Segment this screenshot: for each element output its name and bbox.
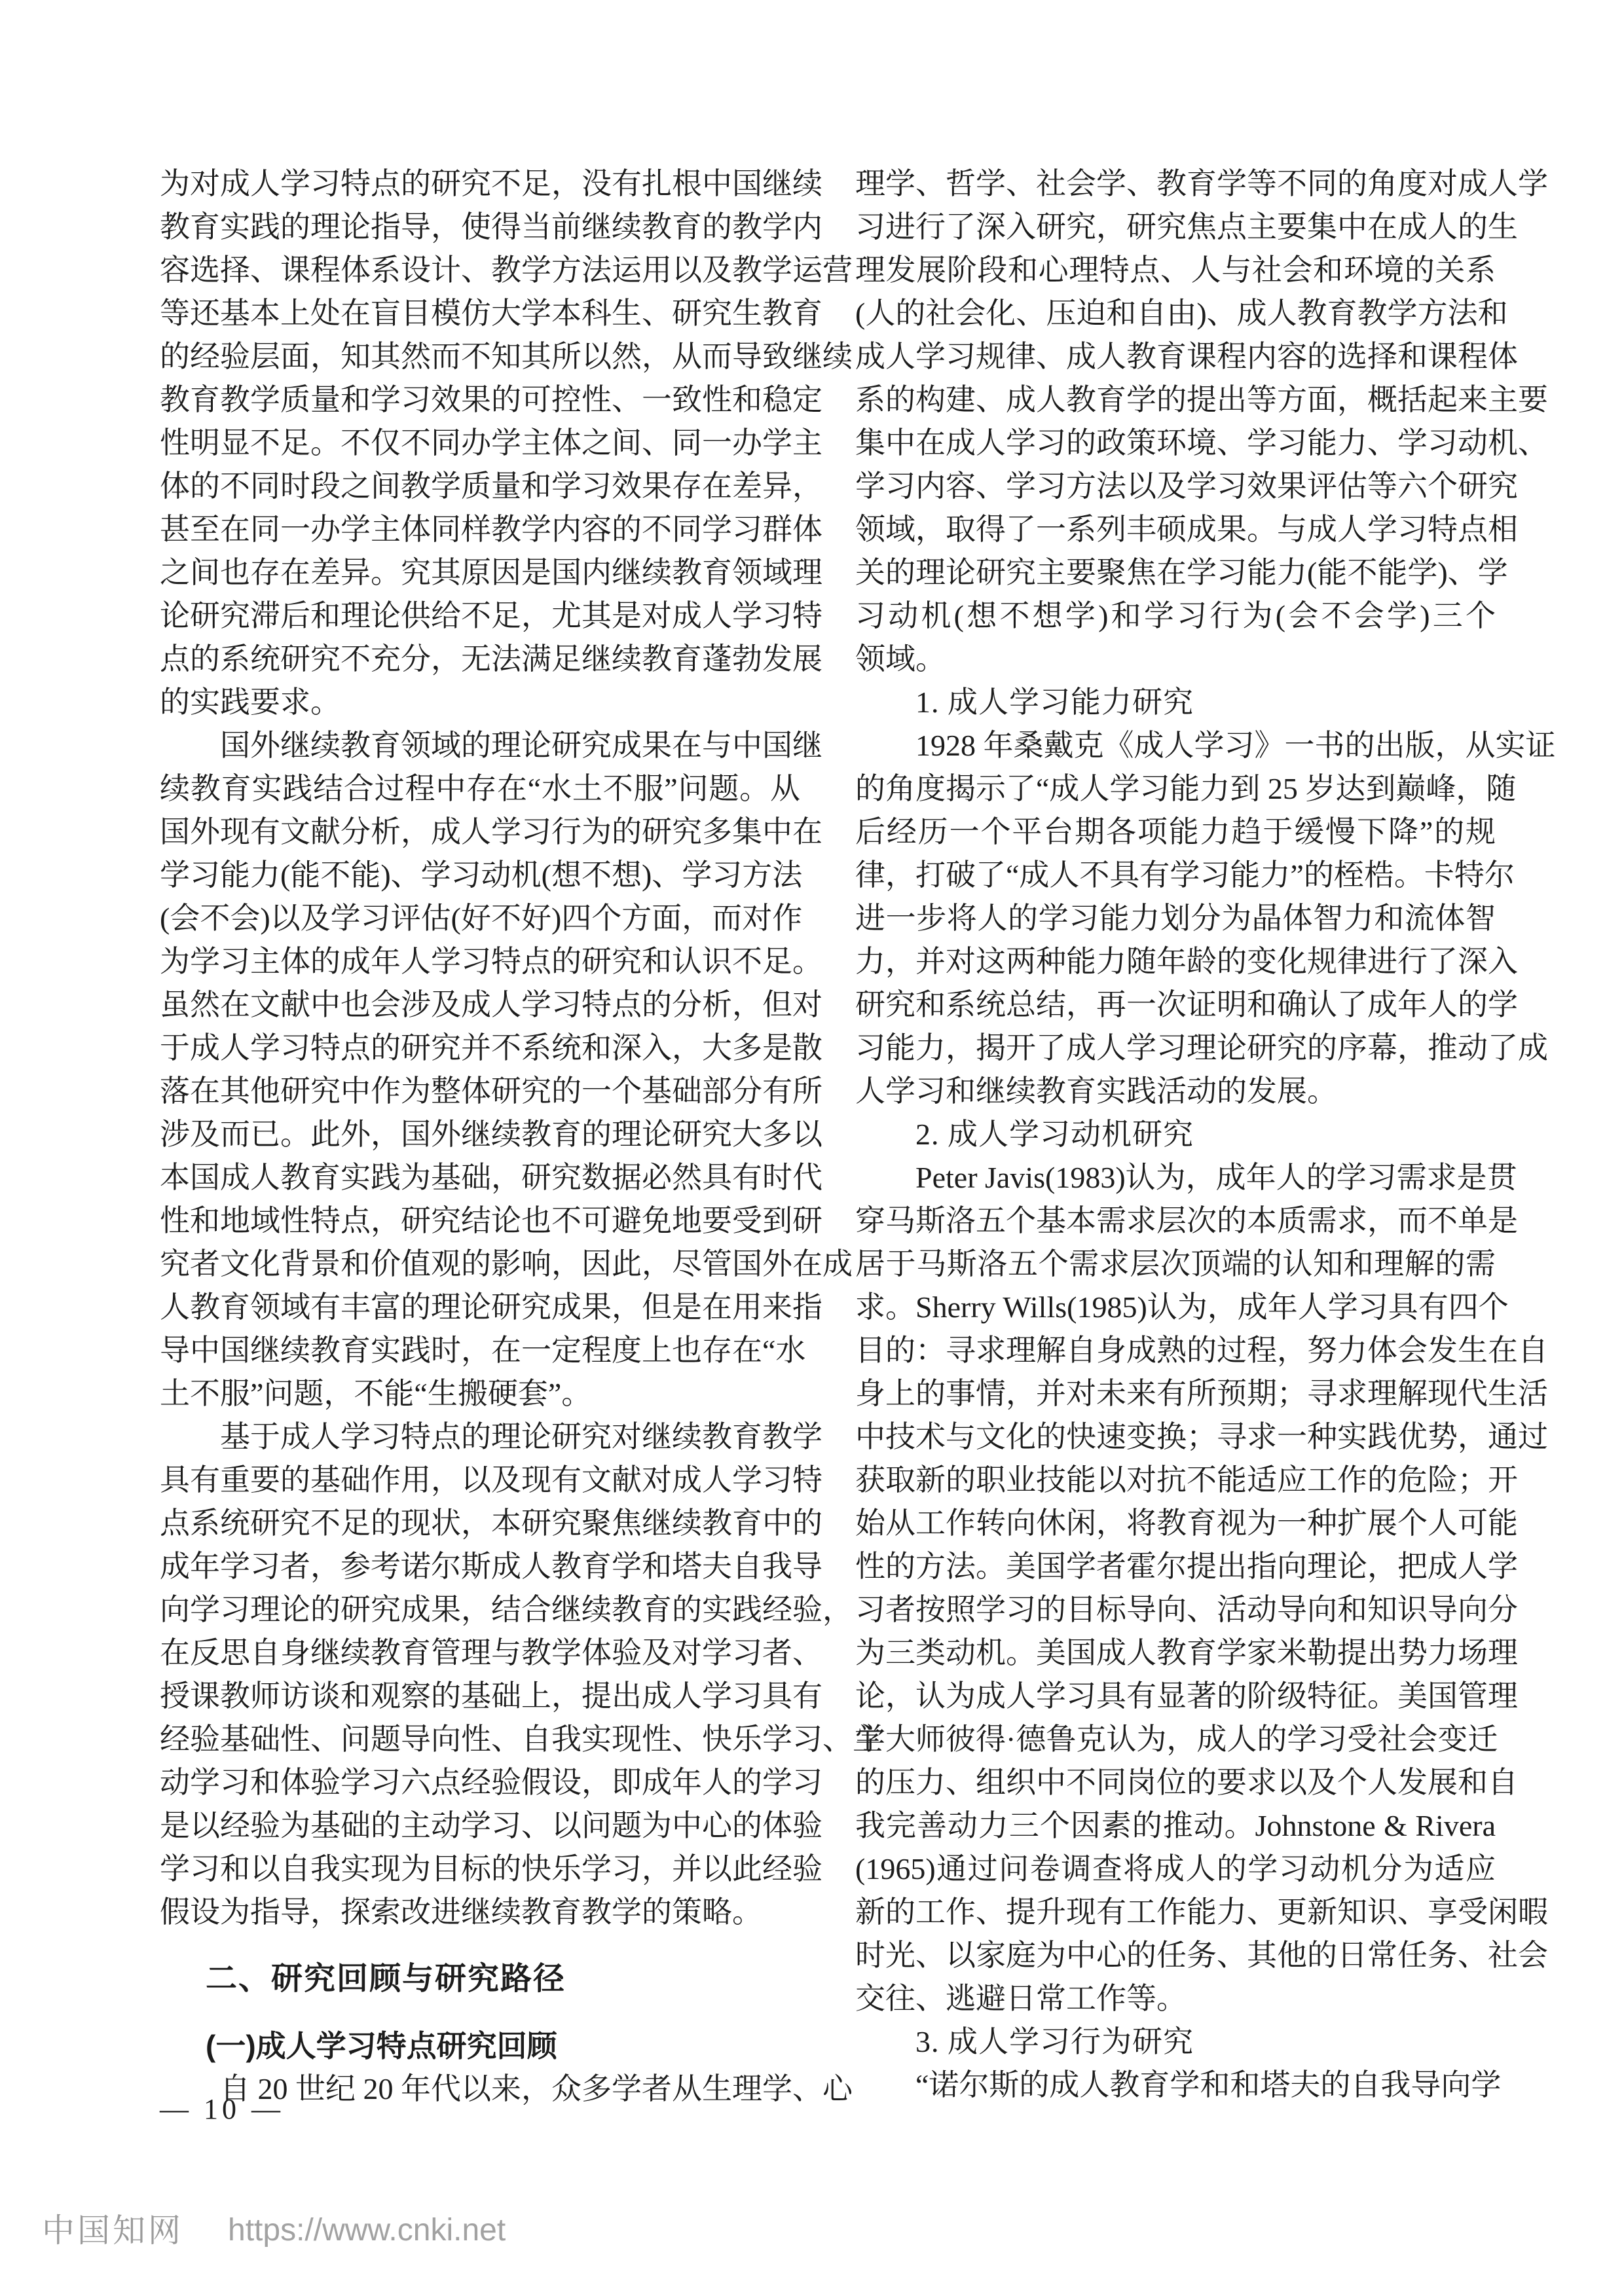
text-line: 土不服”问题，不能“生搬硬套”。 — [160, 1377, 592, 1410]
text-line: 动学习和体验学习六点经验假设，即成年人的学习 — [160, 1766, 822, 1799]
text-line: 向学习理论的研究成果，结合继续教育的实践经验， — [160, 1593, 853, 1626]
footer-watermark — [0, 2208, 1624, 2253]
text-line: 为三类动机。美国成人教育学家米勒提出势力场理 — [855, 1636, 1518, 1669]
right-column — [855, 162, 1556, 2107]
paragraph — [160, 162, 853, 724]
text-line: 的压力、组织中不同岗位的要求以及个人发展和自 — [855, 1766, 1518, 1799]
text-line: 国外继续教育领域的理论研究成果在与中国继 — [220, 729, 822, 762]
cnki-url-watermark: https://www.cnki.net — [228, 2213, 506, 2248]
paragraph — [855, 2064, 1502, 2107]
text-line: 之间也存在差异。究其原因是国内继续教育领域理 — [160, 556, 822, 589]
text-line: 身上的事情，并对未来有所预期；寻求理解现代生活 — [855, 1377, 1548, 1410]
text-line: 论，认为成人学习具有显著的阶级特征。美国管理 — [855, 1679, 1518, 1713]
text-line: 授课教师访谈和观察的基础上，提出成人学习具有 — [160, 1679, 822, 1713]
text-line: 究者文化背景和价值观的影响，因此，尽管国外在成 — [160, 1247, 853, 1281]
text-line: 人教育领域有丰富的理论研究成果，但是在用来指 — [160, 1290, 822, 1324]
text-line: 目的：寻求理解自身成熟的过程，努力体会发生在自 — [855, 1334, 1548, 1367]
text-line: Peter Javis(1983)认为，成年人的学习需求是贯 — [915, 1161, 1517, 1194]
text-line: 性的方法。美国学者霍尔提出指向理论，把成人学 — [855, 1550, 1518, 1583]
text-line: 导中国继续教育实践时，在一定程度上也存在“水 — [160, 1334, 806, 1367]
text-line: 在反思自身继续教育管理与教学体验及对学习者、 — [160, 1636, 822, 1669]
text-line: 自 20 世纪 20 年代以来，众多学者从生理学、心 — [220, 2072, 853, 2105]
text-line: 点的系统研究不充分，无法满足继续教育蓬勃发展 — [160, 642, 822, 676]
text-line: 中技术与文化的快速变换；寻求一种实践优势，通过 — [855, 1420, 1548, 1453]
text-line: 领域。 — [855, 642, 946, 676]
text-line: 点系统研究不足的现状，本研究聚焦继续教育中的 — [160, 1506, 822, 1540]
paragraph — [855, 1156, 1548, 2020]
text-line: 学大师彼得·德鲁克认为，成人的学习受社会变迁 — [855, 1722, 1498, 1756]
text-line: 求。Sherry Wills(1985)认为，成年人学习具有四个 — [855, 1290, 1509, 1324]
text-line: 学习能力(能不能)、学习动机(想不想)、学习方法 — [160, 858, 803, 892]
subsection-heading: (一)成人学习特点研究回顾 — [206, 2029, 557, 2063]
text-line: 集中在成人学习的政策环境、学习能力、学习动机、 — [855, 426, 1548, 460]
text-line: 交往、逃避日常工作等。 — [855, 1982, 1187, 2015]
text-line: 具有重要的基础作用，以及现有文献对成人学习特 — [160, 1463, 822, 1497]
text-line: 系的构建、成人教育学的提出等方面，概括起来主要 — [855, 383, 1548, 416]
page-number: — 10 — — [160, 2093, 284, 2125]
text-line: 教育教学质量和学习效果的可控性、一致性和稳定 — [160, 383, 822, 416]
text-line: 时光、以家庭为中心的任务、其他的日常任务、社会 — [855, 1939, 1548, 1972]
text-line: 新的工作、提升现有工作能力、更新知识、享受闲暇 — [855, 1895, 1548, 1929]
cnki-brand-watermark: 中国知网 — [42, 2212, 183, 2249]
text-line: “诺尔斯的成人教育学和和塔夫的自我导向学 — [915, 2068, 1502, 2102]
text-line: 的角度揭示了“成人学习能力到 25 岁达到巅峰，随 — [855, 772, 1517, 805]
text-line: 学习内容、学习方法以及学习效果评估等六个研究 — [855, 469, 1518, 503]
text-line: 关的理论研究主要聚焦在学习能力(能不能学)、学 — [855, 556, 1508, 589]
text-line: 习进行了深入研究，研究焦点主要集中在成人的生 — [855, 210, 1518, 244]
text-line: 的经验层面，知其然而不知其所以然，从而导致继续 — [160, 340, 853, 373]
text-line: 落在其他研究中作为整体研究的一个基础部分有所 — [160, 1074, 822, 1108]
text-line: 体的不同时段之间教学质量和学习效果存在差异， — [160, 469, 822, 503]
text-line: 性和地域性特点，研究结论也不可避免地要受到研 — [160, 1204, 822, 1237]
text-line: 性明显不足。不仅不同办学主体之间、同一办学主 — [160, 426, 822, 460]
text-line: (1965)通过问卷调查将成人的学习动机分为适应 — [855, 1852, 1496, 1886]
text-line: 领域，取得了一系列丰硕成果。与成人学习特点相 — [855, 513, 1518, 546]
text-line: 论研究滞后和理论供给不足，尤其是对成人学习特 — [160, 599, 822, 632]
text-line: 成人学习规律、成人教育课程内容的选择和课程体 — [855, 340, 1518, 373]
section-heading: 二、研究回顾与研究路径 — [206, 1961, 566, 1996]
text-line: 人学习和继续教育实践活动的发展。 — [855, 1074, 1337, 1108]
text-line: 力，并对这两种能力随年龄的变化规律进行了深入 — [855, 945, 1518, 978]
text-line: 经验基础性、问题导向性、自我实现性、快乐学习、主 — [160, 1722, 883, 1756]
text-line: 本国成人教育实践为基础，研究数据必然具有时代 — [160, 1161, 822, 1194]
text-line: 始从工作转向休闲，将教育视为一种扩展个人可能 — [855, 1506, 1518, 1540]
text-line: 获取新的职业技能以对抗不能适应工作的危险；开 — [855, 1463, 1518, 1497]
text-line: 为对成人学习特点的研究不足，没有扎根中国继续 — [160, 167, 822, 200]
text-line: 理学、哲学、社会学、教育学等不同的角度对成人学 — [855, 167, 1548, 200]
text-line: 习动机(想不想学)和学习行为(会不会学)三个 — [855, 599, 1496, 632]
text-line: 成年学习者，参考诺尔斯成人教育学和塔夫自我导 — [160, 1550, 822, 1583]
paragraph — [160, 1415, 883, 1934]
numbered-heading: 2. 成人学习动机研究 — [915, 1118, 1194, 1151]
text-line: 理发展阶段和心理特点、人与社会和环境的关系 — [855, 253, 1496, 287]
numbered-heading: 1. 成人学习能力研究 — [915, 685, 1194, 719]
numbered-heading: 3. 成人学习行为研究 — [915, 2025, 1194, 2058]
text-line: 居于马斯洛五个需求层次顶端的认知和理解的需 — [855, 1247, 1496, 1281]
text-line: (会不会)以及学习评估(好不好)四个方面，而对作 — [160, 902, 803, 935]
text-line: 学习和以自我实现为目标的快乐学习，并以此经验 — [160, 1852, 822, 1886]
text-line: 涉及而已。此外，国外继续教育的理论研究大多以 — [160, 1118, 822, 1151]
text-line: 是以经验为基础的主动学习、以问题为中心的体验 — [160, 1809, 822, 1842]
text-line: 等还基本上处在盲目模仿大学本科生、研究生教育 — [160, 297, 822, 330]
left-column — [160, 162, 883, 2111]
text-line: 穿马斯洛五个基本需求层次的本质需求，而不单是 — [855, 1204, 1518, 1237]
text-line: 研究和系统总结，再一次证明和确认了成年人的学 — [855, 988, 1518, 1021]
text-line: 我完善动力三个因素的推动。Johnstone & Rivera — [855, 1809, 1496, 1842]
text-line: 习能力，揭开了成人学习理论研究的序幕，推动了成 — [855, 1031, 1548, 1065]
paragraph — [855, 724, 1556, 1113]
text-line: 于成人学习特点的研究并不系统和深入，大多是散 — [160, 1031, 822, 1065]
text-line: 假设为指导，探索改进继续教育教学的策略。 — [160, 1895, 762, 1929]
text-line: 律，打破了“成人不具有学习能力”的桎梏。卡特尔 — [855, 858, 1515, 892]
text-line: 甚至在同一办学主体同样教学内容的不同学习群体 — [160, 513, 822, 546]
text-line: 1928 年桑戴克《成人学习》一书的出版，从实证 — [915, 729, 1556, 762]
text-line: 虽然在文献中也会涉及成人学习特点的分析，但对 — [160, 988, 822, 1021]
text-line: 为学习主体的成年人学习特点的研究和认识不足。 — [160, 945, 822, 978]
text-line: 国外现有文献分析，成人学习行为的研究多集中在 — [160, 815, 822, 848]
paragraph — [160, 724, 853, 1415]
text-line: 进一步将人的学习能力划分为晶体智力和流体智 — [855, 902, 1496, 935]
paragraph — [855, 162, 1548, 681]
text-line: 教育实践的理论指导，使得当前继续教育的教学内 — [160, 210, 822, 244]
text-line: 习者按照学习的目标导向、活动导向和知识导向分 — [855, 1593, 1518, 1626]
text-line: 续教育实践结合过程中存在“水土不服”问题。从 — [160, 772, 800, 805]
text-line: 容选择、课程体系设计、教学方法运用以及教学运营 — [160, 253, 853, 287]
text-line: 的实践要求。 — [160, 685, 341, 719]
text-line: 基于成人学习特点的理论研究对继续教育教学 — [220, 1420, 822, 1453]
text-line: (人的社会化、压迫和自由)、成人教育教学方法和 — [855, 297, 1508, 330]
text-line: 后经历一个平台期各项能力趋于缓慢下降”的规 — [855, 815, 1496, 848]
